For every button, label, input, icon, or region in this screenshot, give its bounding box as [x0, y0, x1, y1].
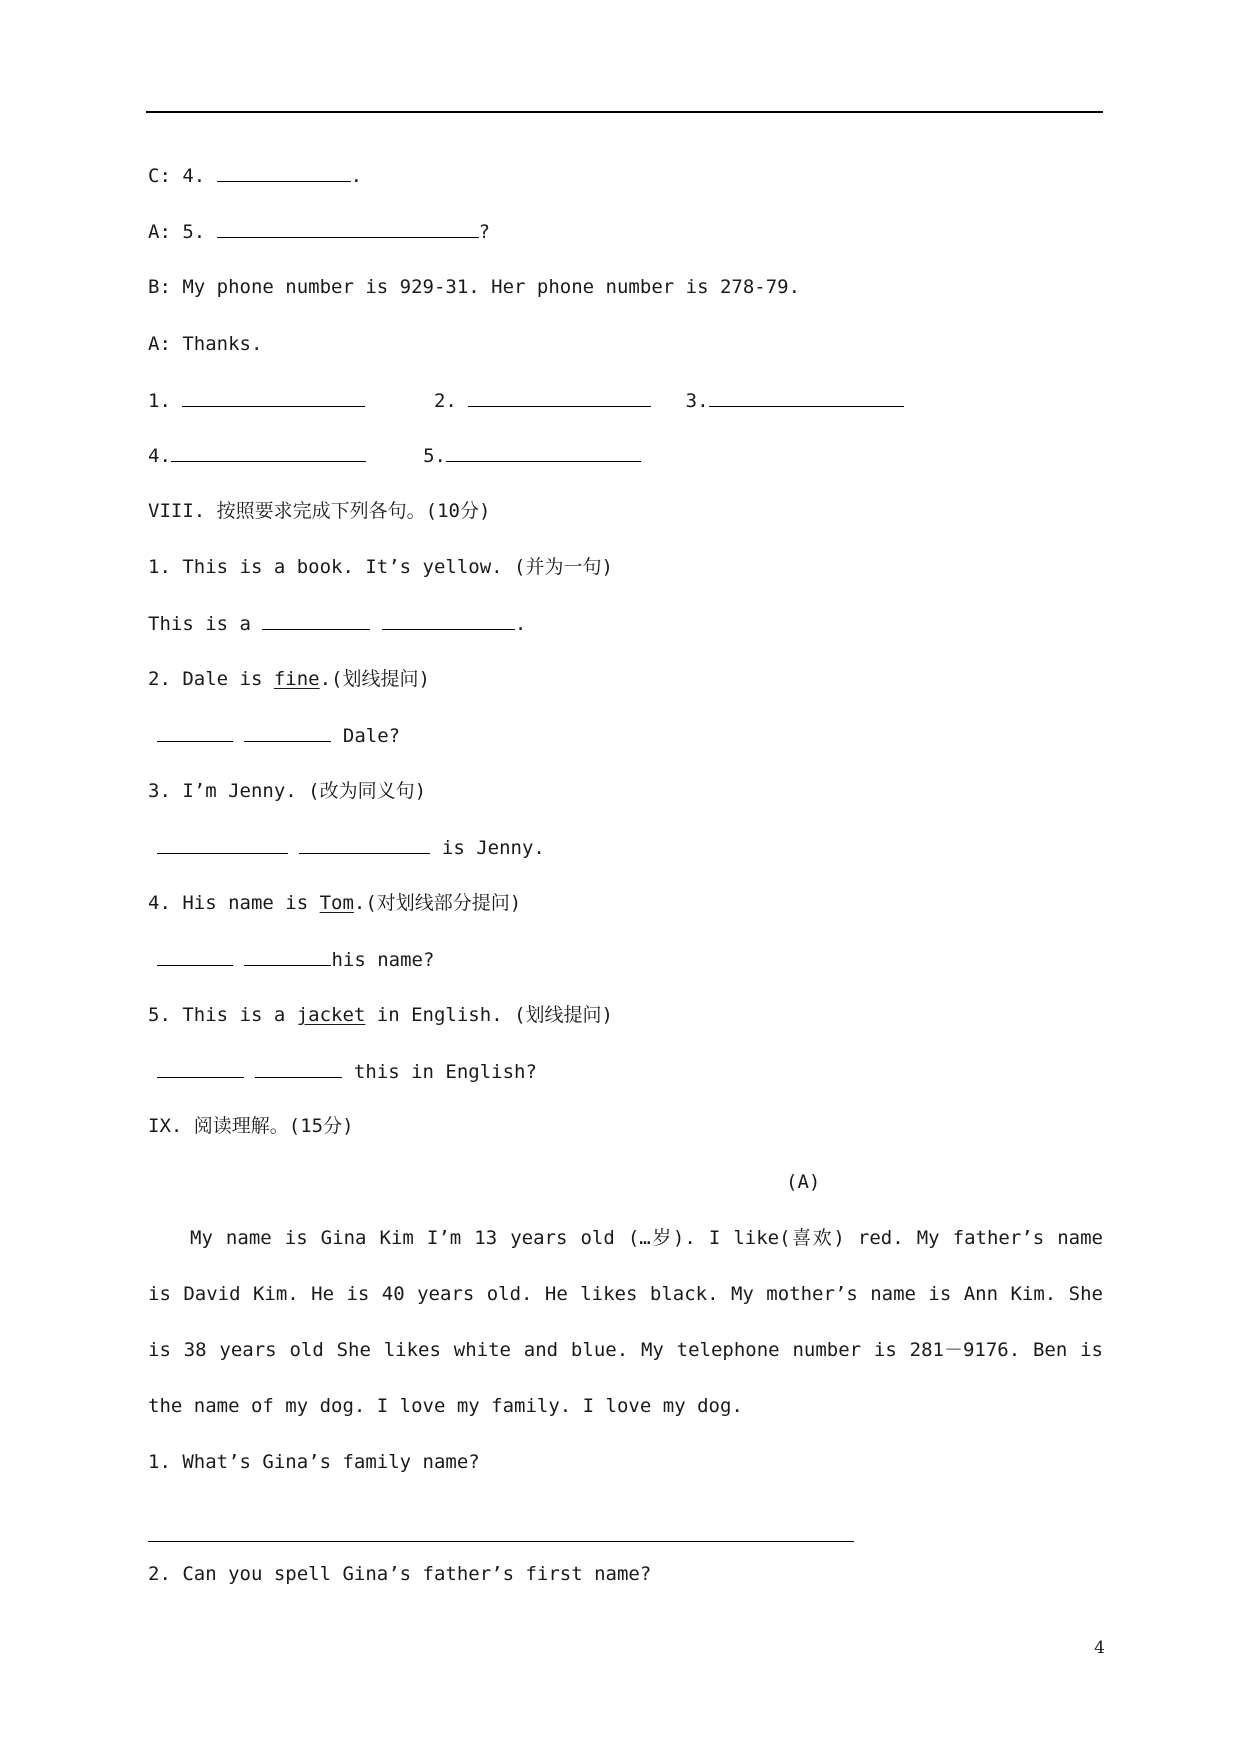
- blank[interactable]: [217, 163, 351, 182]
- blank[interactable]: [244, 723, 331, 742]
- answer-blank[interactable]: [709, 388, 904, 407]
- answer-row-1: 1. 2. 3.: [148, 388, 904, 413]
- reading-passage: My name is Gina Kim I’m 13 years old (…岁). I like(喜欢) red. My father’s name is David Kim. He is 40 years old. He likes black. My mother’s name is Ann Kim. She is 38 years old She likes white and blue. My telephone number is 281－9176. Ben is the name of my dog. I love my family. I love my dog.: [148, 1227, 1103, 1417]
- blank[interactable]: [217, 219, 479, 238]
- q1-answer: This is a .: [148, 613, 527, 635]
- reading-q2: 2. Can you spell Gina’s father’s first name?: [148, 1563, 652, 1585]
- blank[interactable]: [157, 723, 233, 742]
- q5-answer: this in English?: [157, 1059, 537, 1084]
- underlined-word: Tom: [319, 892, 354, 914]
- reading-q1: 1. What’s Gina’s family name?: [148, 1451, 480, 1473]
- answer-line[interactable]: [148, 1541, 854, 1542]
- q1-text: 1. This is a book. It’s yellow. (并为一句): [148, 556, 613, 578]
- blank[interactable]: [299, 835, 430, 854]
- section-9-heading: IX. 阅读理解。(15分): [148, 1115, 354, 1137]
- blank[interactable]: [157, 1059, 244, 1078]
- q4-answer: his name?: [157, 947, 434, 972]
- blank[interactable]: [382, 611, 515, 630]
- dialogue-b: B: My phone number is 929-31. Her phone number is 278-79.: [148, 276, 801, 298]
- dialogue-c4: C: 4. .: [148, 165, 363, 187]
- underlined-word: fine: [273, 668, 320, 690]
- dialogue-a5: A: 5. ?: [148, 221, 491, 243]
- answer-row-2: 4. 5.: [148, 443, 641, 468]
- header-rule: [146, 111, 1103, 113]
- answer-blank[interactable]: [446, 443, 641, 462]
- answer-blank[interactable]: [171, 443, 366, 462]
- answer-blank[interactable]: [182, 388, 365, 407]
- blank[interactable]: [262, 611, 370, 630]
- q5-text: 5. This is a jacket in English. (划线提问): [148, 1004, 613, 1026]
- section-8-heading: VIII. 按照要求完成下列各句。(10分): [148, 500, 491, 522]
- blank[interactable]: [244, 947, 331, 966]
- q2-answer: Dale?: [157, 723, 400, 748]
- passage-label: (A): [786, 1171, 821, 1193]
- dialogue-a-thanks: A: Thanks.: [148, 333, 263, 355]
- answer-blank[interactable]: [468, 388, 651, 407]
- q3-text: 3. I’m Jenny. (改为同义句): [148, 780, 427, 802]
- blank[interactable]: [255, 1059, 342, 1078]
- q3-answer: is Jenny.: [157, 835, 545, 860]
- blank[interactable]: [157, 947, 233, 966]
- blank[interactable]: [157, 835, 288, 854]
- underlined-word: jacket: [296, 1004, 366, 1026]
- page-number: 4: [1094, 1638, 1105, 1658]
- q2-text: 2. Dale is fine.(划线提问): [148, 668, 430, 690]
- q4-text: 4. His name is Tom.(对划线部分提问): [148, 892, 522, 914]
